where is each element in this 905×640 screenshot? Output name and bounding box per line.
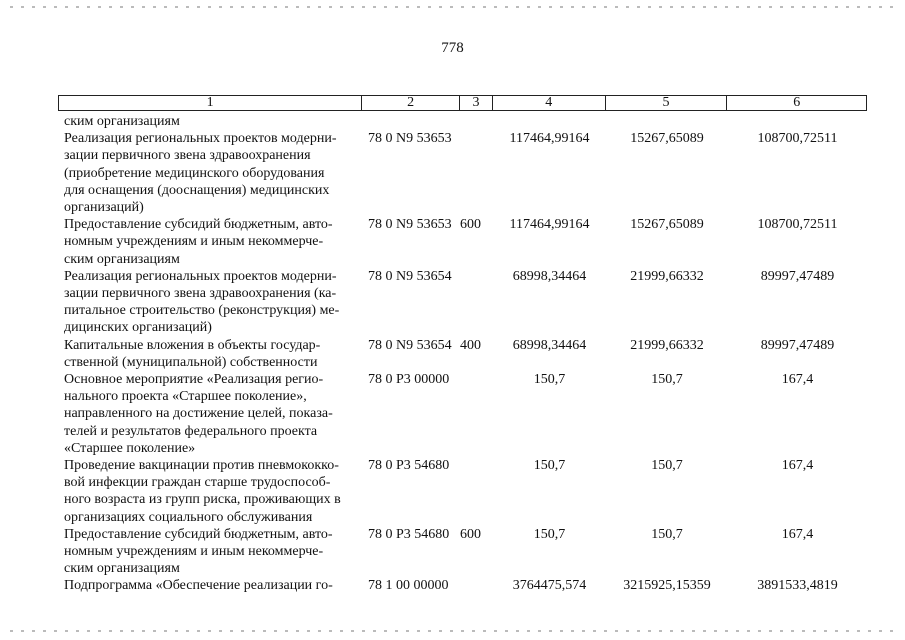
row-value-col4: 68998,34464: [512, 337, 587, 353]
row-name-line: номным учреждениям и иным некоммерче-: [64, 544, 324, 560]
row-value-col5: [606, 113, 728, 130]
row-value-col6: 89997,47489: [760, 268, 835, 284]
row-name-line: ного возраста из групп риска, проживающих в: [64, 492, 341, 508]
row-code: 78 0 N9 53653: [368, 131, 452, 147]
row-name-line: «Старшее поколение»: [64, 440, 196, 456]
row-name-line: для оснащения (дооснащения) медицинских: [64, 182, 330, 198]
row-value-col5: 15267,65089: [630, 217, 704, 233]
table-row: [58, 457, 867, 526]
row-name: [58, 113, 362, 130]
row-expense-type: 400: [460, 337, 481, 353]
row-value-col6: 167,4: [781, 458, 814, 474]
row-value-col5: 150,7: [651, 372, 683, 388]
header-col-4: 4: [493, 96, 606, 110]
row-value-col6: 108700,72511: [757, 131, 838, 147]
row-name-line: ским организациям: [64, 251, 180, 267]
row-value-col4: 150,7: [533, 458, 566, 474]
table-header: [58, 95, 867, 111]
row-value-col4: 117464,99164: [509, 131, 590, 147]
row-value-col4: 68998,34464: [512, 268, 587, 284]
row-name-line: Реализация региональных проектов модерни-: [64, 268, 337, 284]
row-value-col5: 150,7: [651, 458, 683, 474]
row-name-line: питальное строительство (реконструкция) ме-: [64, 303, 340, 319]
row-name-line: ственной (муниципальной) собственности: [64, 354, 318, 370]
row-expense-type: [460, 577, 493, 594]
row-name: [58, 216, 362, 268]
row-value-col4: 3764475,574: [512, 578, 587, 594]
row-name: [58, 371, 362, 457]
row-code: 78 0 P3 54680: [368, 458, 450, 474]
row-name-line: (приобретение медицинского оборудования: [64, 165, 325, 181]
row-name-line: направленного на достижение целей, показа-: [64, 406, 333, 422]
row-name-line: Реализация региональных проектов модерни-: [64, 131, 337, 147]
row-code: [362, 113, 460, 130]
row-value-col6: 108700,72511: [757, 217, 838, 233]
row-name: [58, 337, 362, 371]
row-value-col4: 150,7: [533, 526, 566, 542]
row-code: 78 1 00 00000: [368, 578, 449, 594]
table-row: [58, 577, 867, 594]
row-value-col6: 167,4: [781, 372, 814, 388]
table-row: [58, 130, 867, 216]
row-value-col4: [493, 113, 606, 130]
header-col-2: 2: [362, 96, 460, 110]
row-value-col5: 15267,65089: [630, 131, 704, 147]
row-code: 78 0 P3 54680: [368, 526, 450, 542]
row-name: [58, 268, 362, 337]
row-value-col6: 3891533,4819: [757, 578, 838, 594]
row-name-line: ским организациям: [64, 114, 180, 129]
row-name: [58, 130, 362, 216]
row-code: 78 0 N9 53654: [368, 337, 452, 353]
row-value-col6: [728, 113, 867, 130]
row-value-col5: 3215925,15359: [623, 578, 711, 594]
header-col-6: 6: [793, 95, 801, 110]
table-row: [58, 371, 867, 457]
row-value-col6: 167,4: [781, 526, 814, 542]
scan-edge-bottom: [10, 630, 895, 632]
row-name-line: вой инфекции граждан старше трудоспособ-: [64, 475, 331, 491]
scan-edge-top: [10, 6, 895, 8]
row-name: [58, 577, 362, 594]
row-name-line: Предоставление субсидий бюджетным, авто-: [64, 217, 333, 233]
row-name-line: Проведение вакцинации против пневмококко-: [64, 458, 339, 474]
row-name: [58, 526, 362, 578]
header-col-3: 3: [460, 96, 493, 110]
row-expense-type: 600: [460, 526, 481, 542]
table-row: [58, 113, 867, 130]
row-name-line: ским организациям: [64, 561, 180, 577]
row-name-line: телей и результатов федерального проекта: [64, 423, 318, 439]
row-name: [58, 457, 362, 526]
table-body: [58, 113, 867, 595]
row-code: 78 0 N9 53653: [368, 217, 452, 233]
row-name-line: Основное мероприятие «Реализация регио-: [64, 372, 324, 388]
row-value-col5: 21999,66332: [630, 337, 704, 353]
header-col-1: 1: [59, 96, 362, 110]
row-expense-type: [460, 130, 493, 216]
row-name-line: нального проекта «Старшее поколение»,: [64, 389, 307, 405]
row-name-line: зации первичного звена здравоохранения: [64, 148, 311, 164]
row-name-line: зации первичного звена здравоохранения (ка-: [64, 286, 337, 302]
table-row: [58, 526, 867, 578]
row-name-line: Предоставление субсидий бюджетным, авто-: [64, 526, 333, 542]
row-name-line: организациях социального обслуживания: [64, 509, 313, 525]
row-expense-type: [460, 371, 493, 457]
row-value-col4: 150,7: [533, 372, 566, 388]
row-name-line: дицинских организаций): [64, 320, 212, 336]
row-value-col6: 89997,47489: [760, 337, 835, 353]
row-expense-type: [460, 113, 493, 130]
row-expense-type: 600: [460, 217, 481, 233]
table-row: [58, 268, 867, 337]
header-col-5: 5: [606, 96, 728, 110]
row-value-col5: 150,7: [651, 526, 683, 542]
row-code: 78 0 P3 00000: [368, 372, 450, 388]
table-row: [58, 216, 867, 268]
row-name-line: Капитальные вложения в объекты государ-: [64, 337, 321, 353]
page-number: 778: [441, 40, 464, 56]
table-row: [58, 337, 867, 371]
row-value-col5: 21999,66332: [630, 268, 704, 284]
row-name-line: организаций): [64, 200, 144, 216]
row-name-line: Подпрограмма «Обеспечение реализации го-: [64, 578, 333, 594]
row-name-line: номным учреждениям и иным некоммерче-: [64, 234, 324, 250]
row-expense-type: [460, 268, 493, 337]
row-code: 78 0 N9 53654: [368, 268, 452, 284]
row-value-col4: 117464,99164: [509, 217, 590, 233]
row-expense-type: [460, 457, 493, 526]
